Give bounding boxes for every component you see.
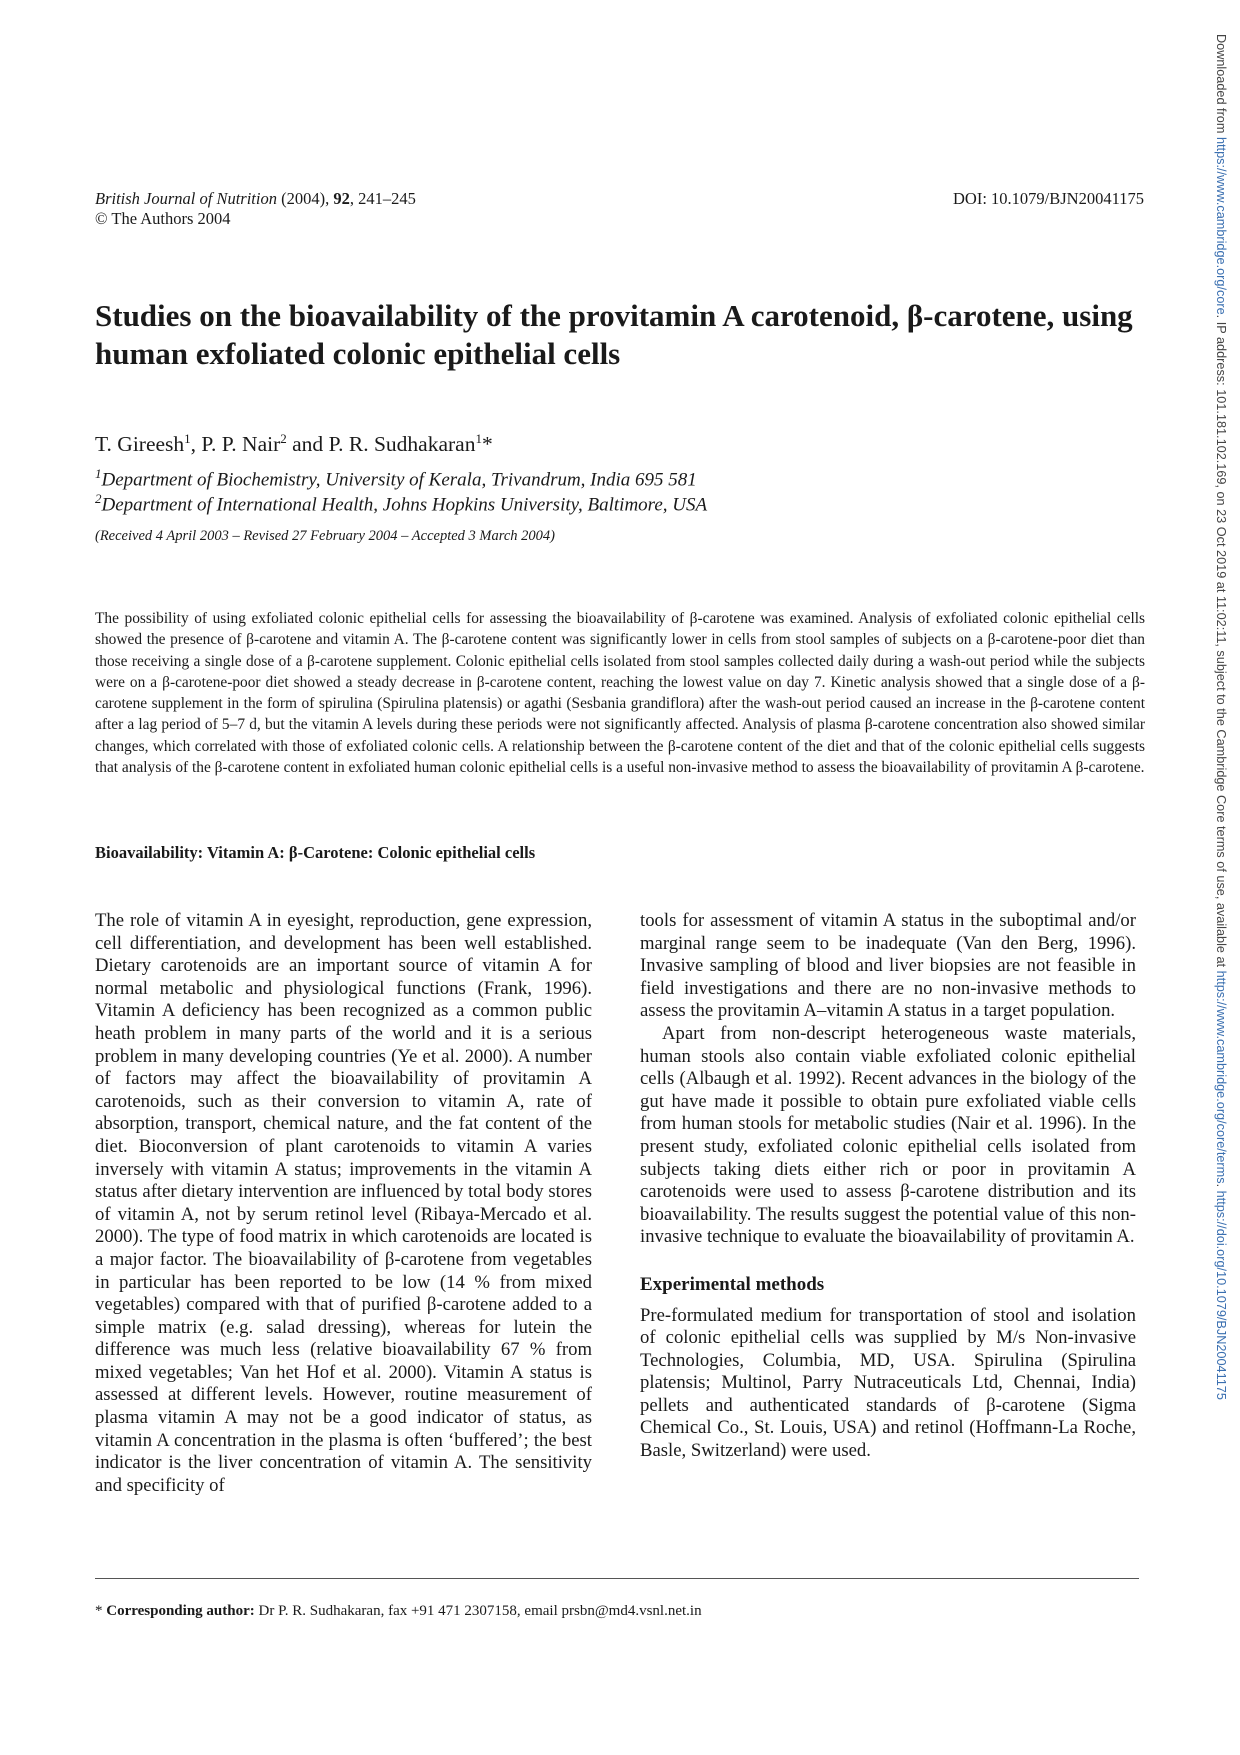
journal-pages: , 241–245 [349, 189, 416, 208]
body-paragraph: tools for assessment of vitamin A status in the suboptimal and/or marginal range seem to be inadequate (Van den Berg, 1996). Invasive sampling of blood and liver biopsies are not feasible in field investigations and there are no non-invasive methods to assess the provitamin A–vitamin A status in a target population. [640, 910, 1136, 1022]
cambridge-core-link[interactable]: https://www.cambridge.org/core [1214, 136, 1228, 315]
author-affiliation-mark: 1 [475, 431, 482, 446]
body-paragraph: Apart from non-descript heterogeneous waste materials, human stools also contain viable exfoliated colonic epithelial cells (Albaugh et al. 1992). Recent advances in the biology of the gut have made it possible to obtain pure exfoliated viable cells from human stools for metabolic studies (Nair et al. 1996). In the present study, exfoliated colonic epithelial cells isolated from subjects taking diets either rich or poor in provitamin A carotenoids were used to assess β-carotene distribution and its bioavailability. The results suggest the potential value of this non-invasive technique to evaluate the bioavailability of provitamin A. [640, 1022, 1136, 1248]
article-title: Studies on the bioavailability of the provitamin A carotenoid, β-carotene, using human exfoliated colonic epithelial cells [95, 298, 1133, 371]
download-notice [1213, 34, 1229, 1400]
footnote [95, 1601, 702, 1621]
terms-link[interactable]: https://www.cambridge.org/core/terms [1214, 970, 1228, 1184]
author-affiliation-mark: 2 [280, 431, 287, 446]
affiliation-text: Department of International Health, Johns Hopkins University, Baltimore, USA [101, 494, 708, 516]
affiliation-number: 1 [95, 466, 102, 481]
doi-link[interactable]: https://doi.org/10.1079/BJN20041175 [1214, 1190, 1228, 1400]
received-dates: (Received 4 April 2003 – Revised 27 February 2004 – Accepted 3 March 2004) [95, 528, 555, 544]
download-notice-text: Downloaded from [1214, 34, 1228, 137]
affiliation [95, 486, 707, 517]
author-affiliation-mark: 1 [184, 431, 191, 446]
journal-volume: 92 [333, 189, 350, 208]
author-separator: and [286, 432, 329, 457]
copyright-line: © The Authors 2004 [95, 209, 231, 228]
download-notice-text: . IP address: 101.181.102.169, on 23 Oct 2019 at 11:02:11, subject to the Cambridge Core terms of use, available at [1214, 314, 1228, 971]
affiliation-text: Department of Biochemistry, University of Kerala, Trivandrum, India 695 581 [101, 469, 697, 491]
download-notice-text: . [1214, 1183, 1228, 1191]
affiliation-number: 2 [95, 491, 102, 506]
journal-name: British Journal of Nutrition [95, 189, 277, 208]
abstract: The possibility of using exfoliated colonic epithelial cells for assessing the bioavailability of β-carotene was examined. Analysis of exfoliated colonic epithelial cells showed the presence of β-carotene and vitamin A. The β-carotene content was significantly lower in cells from stool samples of subjects on a β-carotene-poor diet than those receiving a single dose of a β-carotene supplement. Colonic epithelial cells isolated from stool samples collected daily during a wash-out period while the subjects were on a β-carotene-poor diet showed a steady decrease in β-carotene content, reaching the lowest value on day 7. Kinetic analysis showed that a single dose of a β-carotene supplement in the form of spirulina (Spirulina platensis) or agathi (Sesbania grandiflora) after the wash-out period caused an increase in the β-carotene content after a lag period of 5–7 d, but the vitamin A levels during these periods were not significantly affected. Analysis of plasma β-carotene concentration also showed similar changes, which correlated with those of exfoliated colonic cells. A relationship between the β-carotene content of the diet and that of the colonic epithelial cells suggests that analysis of the β-carotene content in exfoliated human colonic epithelial cells is a useful non-invasive method to assess the bioavailability of provitamin A β-carotene. [95, 610, 1145, 777]
keywords: Bioavailability: Vitamin A: β-Carotene: Colonic epithelial cells [95, 843, 536, 862]
body-column-left [95, 910, 592, 1497]
footnote-label: Corresponding author: [106, 1603, 255, 1619]
body-paragraph: Pre-formulated medium for transportation of stool and isolation of colonic epithelial cells was supplied by M/s Non-invasive Technologies, Columbia, MD, USA. Spirulina (Spirulina platensis; Multinol, Parry Nutraceuticals Ltd, Chennai, India) pellets and authenticated standards of β-carotene (Sigma Chemical Co., St. Louis, USA) and retinol (Hoffmann-La Roche, Basle, Switzerland) were used. [640, 1304, 1136, 1462]
journal-year: (2004), [276, 189, 334, 208]
footnote-text: Dr P. R. Sudhakaran, fax +91 471 2307158, email prsbn@md4.vsnl.net.in [254, 1603, 702, 1619]
author-name: T. Gireesh [95, 432, 185, 457]
author-list [95, 426, 493, 457]
footnote-divider [95, 1578, 1139, 1579]
author-name: P. R. Sudhakaran [328, 432, 476, 457]
footnote-mark: * [95, 1603, 107, 1619]
journal-citation [95, 189, 416, 209]
doi-label: DOI: 10.1079/BJN20041175 [953, 189, 1144, 208]
body-column-right [640, 910, 1136, 1463]
body-paragraph: The role of vitamin A in eyesight, reproduction, gene expression, cell differentiation, and development has been well established. Dietary carotenoids are an important source of vitamin A for normal metabolic and physiological functions (Frank, 1996). Vitamin A deficiency has been recognized as a common public heath problem in many parts of the world and it is a serious problem in many developing countries (Ye et al. 2000). A number of factors may affect the bioavailability of provitamin A carotenoids, such as their conversion to vitamin A, rate of absorption, transport, chemical nature, and the fat content of the diet. Bioconversion of plant carotenoids to vitamin A varies inversely with vitamin A status; improvements in the vitamin A status after dietary intervention are influenced by total body stores of vitamin A, not by serum retinol level (Ribaya-Mercado et al. 2000). The type of food matrix in which carotenoids are located is a major factor. The bioavailability of β-carotene from vegetables in particular has been reported to be low (14 % from mixed vegetables) compared with that of purified β-carotene added to a simple matrix (e.g. salad dressing), whereas for lutein the difference was much less (relative bioavailability 67 % from mixed vegetables; Van het Hof et al. 2000). Vitamin A status is assessed at different levels. However, routine measurement of plasma vitamin A may not be a good indicator of status, as vitamin A concentration in the plasma is often ‘buffered’; the best indicator is the liver concentration of vitamin A. The sensitivity and specificity of [95, 910, 592, 1496]
author-name: P. P. Nair [201, 432, 281, 457]
author-separator: , [190, 432, 202, 457]
section-heading: Experimental methods [640, 1273, 825, 1295]
corresponding-mark: * [481, 432, 493, 457]
